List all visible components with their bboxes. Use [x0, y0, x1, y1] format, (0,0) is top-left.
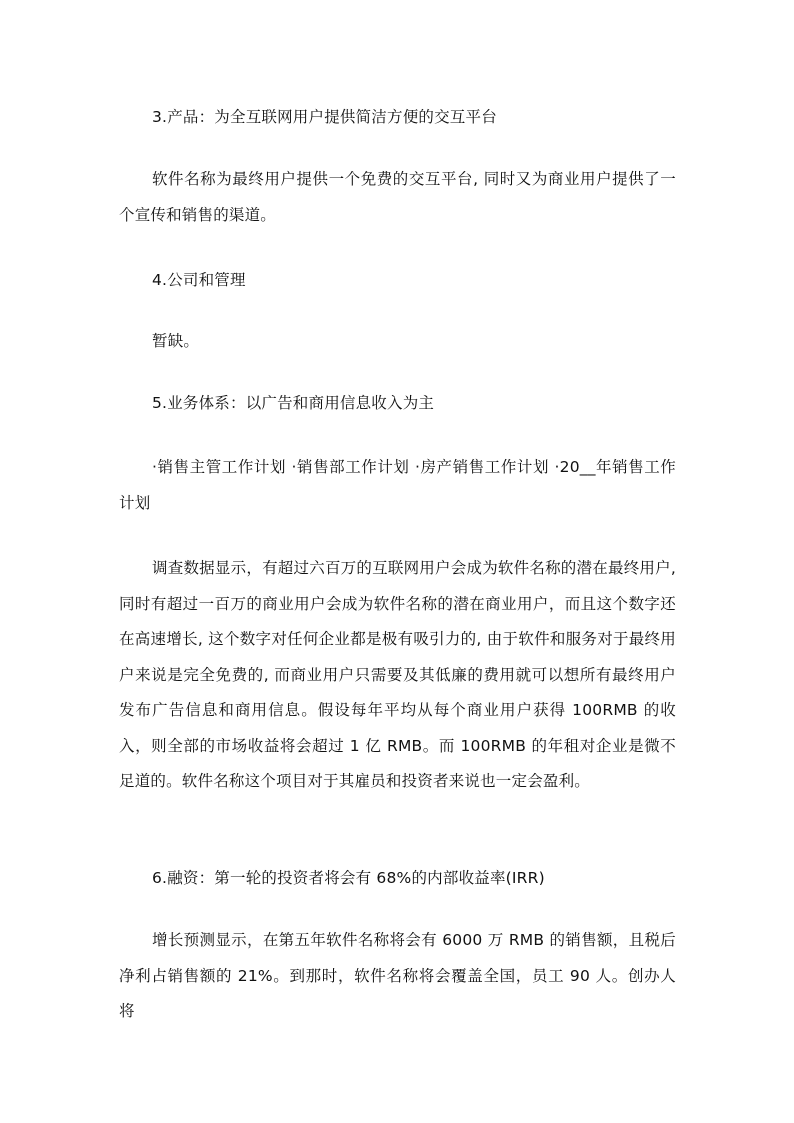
- heading-business-system: 5.业务体系：以广告和商用信息收入为主: [152, 394, 435, 412]
- paragraph-growth-forecast: 增长预测显示，在第五年软件名称将会有 6000 万 RMB 的销售额，且税后净利占销售额的 21%。到那时，软件名称将会覆盖全国，员工 90 人。创办人将: [119, 931, 676, 1020]
- paragraph-related-links: ·销售主管工作计划 ·销售部工作计划 ·房产销售工作计划 ·20__年销售工作计划: [119, 458, 676, 512]
- paragraph-product-description: 软件名称为最终用户提供一个免费的交互平台, 同时又为商业用户提供了一个宣传和销售的渠道。: [119, 170, 676, 224]
- paragraph-market-survey: 调查数据显示，有超过六百万的互联网用户会成为软件名称的潜在最终用户, 同时有超过一百万的商业用户会成为软件名称的潜在商业用户，而且这个数字还在高速增长, 这个数字对任何企业都是极有吸引力的, 由于软件和服务对于最终用户来说是完全免费的, 而商业用户只需要及其低廉的费用就可以想所有最终用户发布广告信息和商用信息。假设每年平均从每个商业用户获得 100RMB 的收入，则全部的市场收益将会超过 1 亿 RMB。而 100RMB 的年租对企业是微不足道的。软件名称这个项目对于其雇员和投资者来说也一定会盈利。: [119, 559, 676, 790]
- paragraph-management-missing: 暂缺。: [152, 332, 200, 350]
- heading-financing: 6.融资：第一轮的投资者将会有 68%的内部收益率(IRR): [152, 869, 545, 887]
- heading-company-management: 4.公司和管理: [152, 271, 246, 289]
- heading-product: 3.产品：为全互联网用户提供简洁方便的交互平台: [152, 108, 497, 126]
